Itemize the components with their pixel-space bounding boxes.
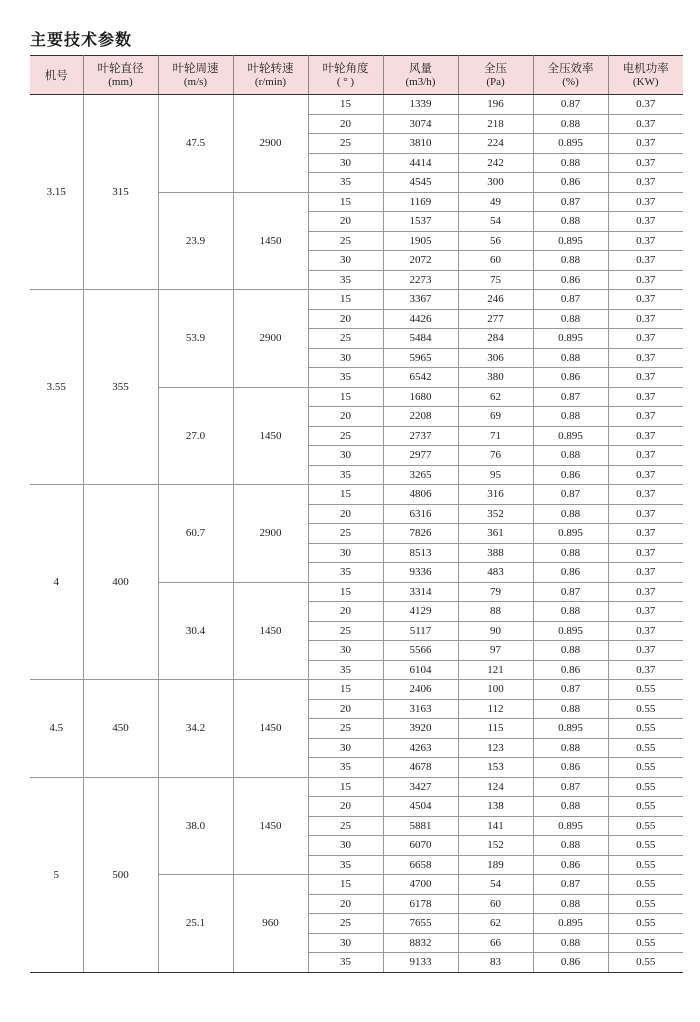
rotation-speed-cell: 1450 [233, 680, 308, 778]
efficiency-cell: 0.895 [533, 719, 608, 739]
airflow-cell: 2977 [383, 446, 458, 466]
motor-power-cell: 0.37 [608, 543, 683, 563]
airflow-cell: 8832 [383, 933, 458, 953]
efficiency-cell: 0.87 [533, 875, 608, 895]
efficiency-cell: 0.895 [533, 816, 608, 836]
blade-angle-cell: 35 [308, 270, 383, 290]
blade-angle-cell: 15 [308, 777, 383, 797]
total-pressure-cell: 60 [458, 894, 533, 914]
total-pressure-cell: 196 [458, 95, 533, 115]
total-pressure-cell: 141 [458, 816, 533, 836]
blade-angle-cell: 30 [308, 251, 383, 271]
efficiency-cell: 0.88 [533, 407, 608, 427]
airflow-cell: 6542 [383, 368, 458, 388]
airflow-cell: 3367 [383, 290, 458, 310]
total-pressure-cell: 306 [458, 348, 533, 368]
blade-angle-cell: 25 [308, 426, 383, 446]
tip-speed-cell: 27.0 [158, 387, 233, 485]
blade-angle-cell: 15 [308, 387, 383, 407]
total-pressure-cell: 62 [458, 387, 533, 407]
motor-power-cell: 0.37 [608, 524, 683, 544]
table-row [30, 290, 683, 310]
airflow-cell: 5965 [383, 348, 458, 368]
blade-angle-cell: 35 [308, 368, 383, 388]
tip-speed-cell: 25.1 [158, 875, 233, 973]
efficiency-cell: 0.86 [533, 270, 608, 290]
airflow-cell: 5881 [383, 816, 458, 836]
efficiency-cell: 0.88 [533, 114, 608, 134]
impeller-diameter-cell: 400 [83, 485, 158, 680]
total-pressure-cell: 97 [458, 641, 533, 661]
efficiency-cell: 0.88 [533, 543, 608, 563]
motor-power-cell: 0.37 [608, 504, 683, 524]
efficiency-cell: 0.86 [533, 368, 608, 388]
blade-angle-cell: 30 [308, 543, 383, 563]
total-pressure-cell: 189 [458, 855, 533, 875]
efficiency-cell: 0.88 [533, 894, 608, 914]
total-pressure-cell: 112 [458, 699, 533, 719]
airflow-cell: 3920 [383, 719, 458, 739]
tip-speed-cell: 47.5 [158, 95, 233, 193]
efficiency-cell: 0.86 [533, 173, 608, 193]
airflow-cell: 2273 [383, 270, 458, 290]
airflow-cell: 4504 [383, 797, 458, 817]
airflow-cell: 3427 [383, 777, 458, 797]
motor-power-cell: 0.55 [608, 953, 683, 973]
efficiency-cell: 0.88 [533, 153, 608, 173]
blade-angle-cell: 20 [308, 407, 383, 427]
impeller-diameter-cell: 355 [83, 290, 158, 485]
table-row [30, 777, 683, 797]
total-pressure-cell: 69 [458, 407, 533, 427]
motor-power-cell: 0.37 [608, 426, 683, 446]
motor-power-cell: 0.37 [608, 114, 683, 134]
total-pressure-cell: 316 [458, 485, 533, 505]
rotation-speed-cell: 2900 [233, 95, 308, 193]
efficiency-cell: 0.86 [533, 855, 608, 875]
motor-power-cell: 0.37 [608, 621, 683, 641]
efficiency-cell: 0.88 [533, 836, 608, 856]
airflow-cell: 5484 [383, 329, 458, 349]
header-cell: 叶轮转速 (r/min) [233, 56, 308, 95]
blade-angle-cell: 30 [308, 738, 383, 758]
blade-angle-cell: 20 [308, 894, 383, 914]
efficiency-cell: 0.88 [533, 933, 608, 953]
total-pressure-cell: 224 [458, 134, 533, 154]
tip-speed-cell: 53.9 [158, 290, 233, 388]
efficiency-cell: 0.895 [533, 231, 608, 251]
rotation-speed-cell: 1450 [233, 192, 308, 290]
blade-angle-cell: 20 [308, 797, 383, 817]
rotation-speed-cell: 2900 [233, 290, 308, 388]
motor-power-cell: 0.55 [608, 719, 683, 739]
motor-power-cell: 0.37 [608, 95, 683, 115]
total-pressure-cell: 76 [458, 446, 533, 466]
airflow-cell: 6070 [383, 836, 458, 856]
motor-power-cell: 0.55 [608, 894, 683, 914]
total-pressure-cell: 100 [458, 680, 533, 700]
header-cell: 全压 (Pa) [458, 56, 533, 95]
impeller-diameter-cell: 450 [83, 680, 158, 778]
impeller-diameter-cell: 500 [83, 777, 158, 972]
blade-angle-cell: 25 [308, 719, 383, 739]
motor-power-cell: 0.55 [608, 875, 683, 895]
blade-angle-cell: 20 [308, 504, 383, 524]
rotation-speed-cell: 960 [233, 875, 308, 973]
blade-angle-cell: 20 [308, 699, 383, 719]
total-pressure-cell: 380 [458, 368, 533, 388]
total-pressure-cell: 123 [458, 738, 533, 758]
airflow-cell: 9336 [383, 563, 458, 583]
efficiency-cell: 0.895 [533, 914, 608, 934]
motor-power-cell: 0.37 [608, 134, 683, 154]
tip-speed-cell: 34.2 [158, 680, 233, 778]
efficiency-cell: 0.88 [533, 602, 608, 622]
total-pressure-cell: 242 [458, 153, 533, 173]
airflow-cell: 3810 [383, 134, 458, 154]
rotation-speed-cell: 1450 [233, 777, 308, 875]
table-row [30, 485, 683, 505]
efficiency-cell: 0.88 [533, 504, 608, 524]
blade-angle-cell: 35 [308, 855, 383, 875]
model-no-cell: 5 [30, 777, 83, 972]
motor-power-cell: 0.37 [608, 387, 683, 407]
motor-power-cell: 0.37 [608, 231, 683, 251]
airflow-cell: 2406 [383, 680, 458, 700]
efficiency-cell: 0.895 [533, 426, 608, 446]
total-pressure-cell: 54 [458, 212, 533, 232]
motor-power-cell: 0.37 [608, 270, 683, 290]
motor-power-cell: 0.37 [608, 407, 683, 427]
blade-angle-cell: 25 [308, 621, 383, 641]
motor-power-cell: 0.55 [608, 680, 683, 700]
motor-power-cell: 0.55 [608, 816, 683, 836]
total-pressure-cell: 62 [458, 914, 533, 934]
efficiency-cell: 0.87 [533, 192, 608, 212]
airflow-cell: 4700 [383, 875, 458, 895]
efficiency-cell: 0.86 [533, 758, 608, 778]
blade-angle-cell: 30 [308, 348, 383, 368]
total-pressure-cell: 115 [458, 719, 533, 739]
header-cell: 叶轮直径 (mm) [83, 56, 158, 95]
model-no-cell: 4.5 [30, 680, 83, 778]
efficiency-cell: 0.86 [533, 660, 608, 680]
total-pressure-cell: 90 [458, 621, 533, 641]
total-pressure-cell: 60 [458, 251, 533, 271]
table-row [30, 680, 683, 700]
airflow-cell: 1169 [383, 192, 458, 212]
motor-power-cell: 0.37 [608, 465, 683, 485]
motor-power-cell: 0.37 [608, 329, 683, 349]
blade-angle-cell: 15 [308, 485, 383, 505]
motor-power-cell: 0.37 [608, 446, 683, 466]
airflow-cell: 4426 [383, 309, 458, 329]
efficiency-cell: 0.895 [533, 329, 608, 349]
efficiency-cell: 0.87 [533, 95, 608, 115]
efficiency-cell: 0.88 [533, 446, 608, 466]
total-pressure-cell: 79 [458, 582, 533, 602]
tip-speed-cell: 30.4 [158, 582, 233, 680]
blade-angle-cell: 15 [308, 290, 383, 310]
motor-power-cell: 0.55 [608, 758, 683, 778]
total-pressure-cell: 56 [458, 231, 533, 251]
efficiency-cell: 0.87 [533, 680, 608, 700]
blade-angle-cell: 15 [308, 192, 383, 212]
motor-power-cell: 0.37 [608, 348, 683, 368]
motor-power-cell: 0.37 [608, 251, 683, 271]
blade-angle-cell: 25 [308, 134, 383, 154]
airflow-cell: 4263 [383, 738, 458, 758]
efficiency-cell: 0.895 [533, 621, 608, 641]
airflow-cell: 2208 [383, 407, 458, 427]
motor-power-cell: 0.37 [608, 660, 683, 680]
total-pressure-cell: 277 [458, 309, 533, 329]
header-row [30, 56, 683, 95]
motor-power-cell: 0.37 [608, 212, 683, 232]
total-pressure-cell: 361 [458, 524, 533, 544]
blade-angle-cell: 20 [308, 114, 383, 134]
motor-power-cell: 0.37 [608, 368, 683, 388]
airflow-cell: 6178 [383, 894, 458, 914]
efficiency-cell: 0.88 [533, 348, 608, 368]
airflow-cell: 1537 [383, 212, 458, 232]
blade-angle-cell: 30 [308, 836, 383, 856]
blade-angle-cell: 30 [308, 933, 383, 953]
total-pressure-cell: 246 [458, 290, 533, 310]
motor-power-cell: 0.37 [608, 641, 683, 661]
blade-angle-cell: 30 [308, 641, 383, 661]
total-pressure-cell: 75 [458, 270, 533, 290]
rotation-speed-cell: 1450 [233, 387, 308, 485]
blade-angle-cell: 35 [308, 953, 383, 973]
airflow-cell: 1339 [383, 95, 458, 115]
header-cell: 电机功率 (KW) [608, 56, 683, 95]
tip-speed-cell: 60.7 [158, 485, 233, 583]
airflow-cell: 2737 [383, 426, 458, 446]
efficiency-cell: 0.87 [533, 777, 608, 797]
motor-power-cell: 0.55 [608, 699, 683, 719]
impeller-diameter-cell: 315 [83, 95, 158, 290]
total-pressure-cell: 121 [458, 660, 533, 680]
blade-angle-cell: 20 [308, 212, 383, 232]
blade-angle-cell: 30 [308, 446, 383, 466]
blade-angle-cell: 30 [308, 153, 383, 173]
motor-power-cell: 0.55 [608, 797, 683, 817]
total-pressure-cell: 138 [458, 797, 533, 817]
total-pressure-cell: 66 [458, 933, 533, 953]
efficiency-cell: 0.88 [533, 738, 608, 758]
header-cell: 全压效率 (%) [533, 56, 608, 95]
efficiency-cell: 0.86 [533, 953, 608, 973]
blade-angle-cell: 15 [308, 95, 383, 115]
blade-angle-cell: 25 [308, 914, 383, 934]
efficiency-cell: 0.895 [533, 524, 608, 544]
model-no-cell: 4 [30, 485, 83, 680]
motor-power-cell: 0.37 [608, 153, 683, 173]
airflow-cell: 4678 [383, 758, 458, 778]
blade-angle-cell: 25 [308, 329, 383, 349]
motor-power-cell: 0.55 [608, 855, 683, 875]
total-pressure-cell: 152 [458, 836, 533, 856]
efficiency-cell: 0.88 [533, 309, 608, 329]
motor-power-cell: 0.37 [608, 173, 683, 193]
blade-angle-cell: 25 [308, 816, 383, 836]
airflow-cell: 4806 [383, 485, 458, 505]
total-pressure-cell: 95 [458, 465, 533, 485]
airflow-cell: 6658 [383, 855, 458, 875]
blade-angle-cell: 35 [308, 758, 383, 778]
efficiency-cell: 0.88 [533, 699, 608, 719]
blade-angle-cell: 15 [308, 582, 383, 602]
total-pressure-cell: 352 [458, 504, 533, 524]
airflow-cell: 3074 [383, 114, 458, 134]
efficiency-cell: 0.88 [533, 251, 608, 271]
airflow-cell: 7655 [383, 914, 458, 934]
airflow-cell: 3163 [383, 699, 458, 719]
total-pressure-cell: 49 [458, 192, 533, 212]
blade-angle-cell: 35 [308, 660, 383, 680]
header-cell: 叶轮角度 ( ° ) [308, 56, 383, 95]
airflow-cell: 1680 [383, 387, 458, 407]
model-no-cell: 3.15 [30, 95, 83, 290]
efficiency-cell: 0.895 [533, 134, 608, 154]
table-row [30, 95, 683, 115]
airflow-cell: 3314 [383, 582, 458, 602]
total-pressure-cell: 483 [458, 563, 533, 583]
total-pressure-cell: 153 [458, 758, 533, 778]
motor-power-cell: 0.55 [608, 777, 683, 797]
blade-angle-cell: 20 [308, 602, 383, 622]
blade-angle-cell: 35 [308, 173, 383, 193]
blade-angle-cell: 20 [308, 309, 383, 329]
total-pressure-cell: 218 [458, 114, 533, 134]
tip-speed-cell: 38.0 [158, 777, 233, 875]
airflow-cell: 4414 [383, 153, 458, 173]
efficiency-cell: 0.87 [533, 387, 608, 407]
spec-table-body [30, 95, 683, 973]
motor-power-cell: 0.55 [608, 914, 683, 934]
airflow-cell: 1905 [383, 231, 458, 251]
efficiency-cell: 0.87 [533, 485, 608, 505]
airflow-cell: 9133 [383, 953, 458, 973]
airflow-cell: 8513 [383, 543, 458, 563]
rotation-speed-cell: 2900 [233, 485, 308, 583]
page-title: 主要技术参数 [30, 30, 133, 49]
airflow-cell: 4545 [383, 173, 458, 193]
motor-power-cell: 0.37 [608, 582, 683, 602]
blade-angle-cell: 25 [308, 524, 383, 544]
total-pressure-cell: 388 [458, 543, 533, 563]
airflow-cell: 6104 [383, 660, 458, 680]
tip-speed-cell: 23.9 [158, 192, 233, 290]
model-no-cell: 3.55 [30, 290, 83, 485]
efficiency-cell: 0.87 [533, 290, 608, 310]
airflow-cell: 7826 [383, 524, 458, 544]
motor-power-cell: 0.37 [608, 602, 683, 622]
blade-angle-cell: 15 [308, 680, 383, 700]
efficiency-cell: 0.87 [533, 582, 608, 602]
blade-angle-cell: 25 [308, 231, 383, 251]
motor-power-cell: 0.55 [608, 836, 683, 856]
efficiency-cell: 0.88 [533, 212, 608, 232]
efficiency-cell: 0.86 [533, 563, 608, 583]
blade-angle-cell: 15 [308, 875, 383, 895]
motor-power-cell: 0.37 [608, 309, 683, 329]
motor-power-cell: 0.37 [608, 563, 683, 583]
motor-power-cell: 0.37 [608, 192, 683, 212]
total-pressure-cell: 88 [458, 602, 533, 622]
efficiency-cell: 0.88 [533, 797, 608, 817]
total-pressure-cell: 54 [458, 875, 533, 895]
total-pressure-cell: 71 [458, 426, 533, 446]
airflow-cell: 5566 [383, 641, 458, 661]
header-cell: 风量 (m3/h) [383, 56, 458, 95]
total-pressure-cell: 284 [458, 329, 533, 349]
blade-angle-cell: 35 [308, 563, 383, 583]
spec-table [30, 55, 683, 973]
airflow-cell: 4129 [383, 602, 458, 622]
header-cell: 叶轮周速 (m/s) [158, 56, 233, 95]
header-cell: 机号 [30, 56, 83, 95]
total-pressure-cell: 124 [458, 777, 533, 797]
efficiency-cell: 0.88 [533, 641, 608, 661]
efficiency-cell: 0.86 [533, 465, 608, 485]
total-pressure-cell: 83 [458, 953, 533, 973]
blade-angle-cell: 35 [308, 465, 383, 485]
airflow-cell: 2072 [383, 251, 458, 271]
total-pressure-cell: 300 [458, 173, 533, 193]
rotation-speed-cell: 1450 [233, 582, 308, 680]
motor-power-cell: 0.55 [608, 738, 683, 758]
airflow-cell: 3265 [383, 465, 458, 485]
airflow-cell: 5117 [383, 621, 458, 641]
motor-power-cell: 0.55 [608, 933, 683, 953]
airflow-cell: 6316 [383, 504, 458, 524]
motor-power-cell: 0.37 [608, 290, 683, 310]
motor-power-cell: 0.37 [608, 485, 683, 505]
